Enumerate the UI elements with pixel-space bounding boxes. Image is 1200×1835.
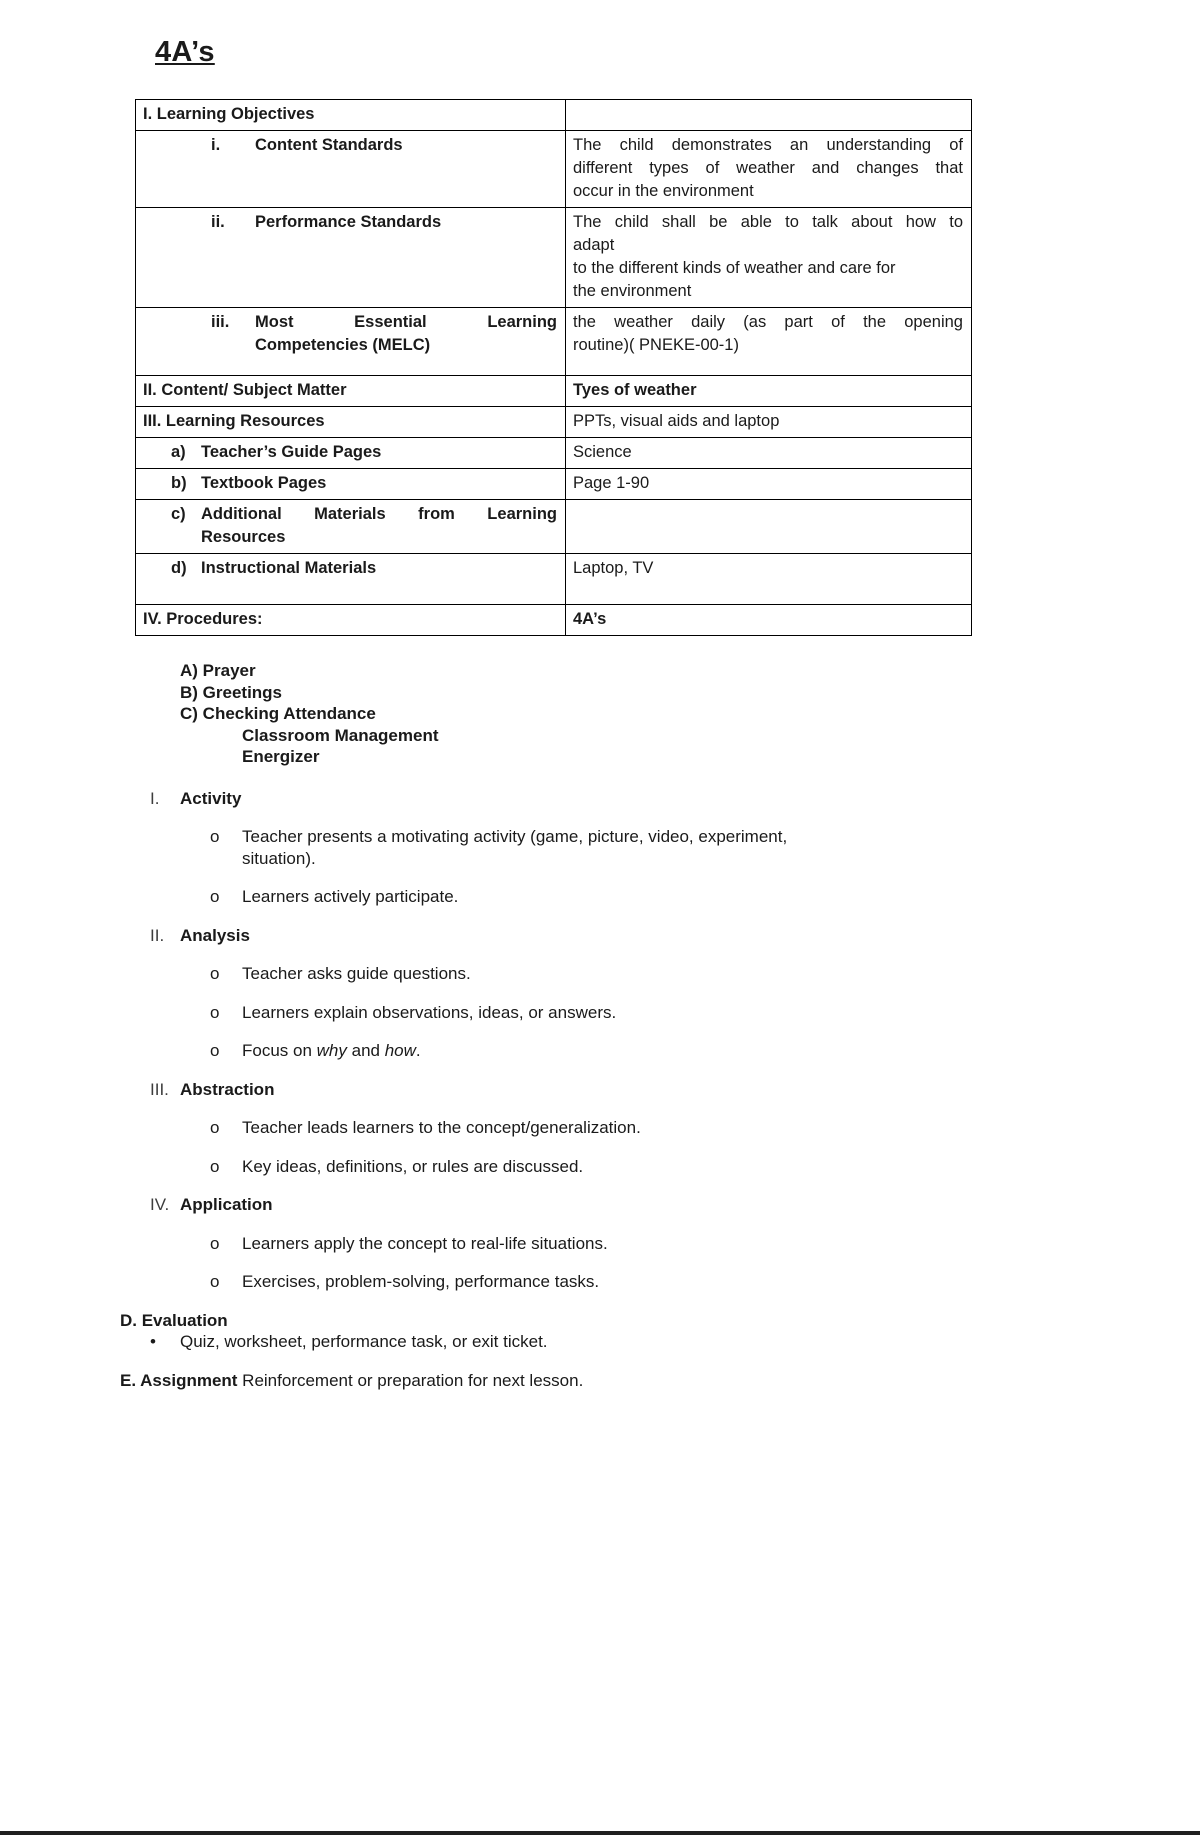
section-abstraction — [0, 1079, 1200, 1178]
performance-standards-numeral: ii. — [211, 213, 225, 231]
melc-numeral: iii. — [211, 313, 230, 331]
textbook-pages-item — [143, 472, 557, 495]
row-content-standards — [136, 131, 972, 208]
performance-standards-item — [143, 211, 557, 234]
melc-text — [255, 311, 557, 357]
textbook-pages-letter: b) — [171, 474, 187, 492]
cell-melc-label — [136, 308, 566, 376]
list-item — [0, 1002, 1200, 1024]
content-standards-value-line: different types of weather and changes that — [573, 159, 963, 177]
section-activity-numeral: I. — [150, 788, 160, 808]
section-application-heading — [0, 1194, 1200, 1216]
bullet-text: Teacher presents a motivating activity (game, picture, video, experiment, situation). — [242, 827, 788, 868]
routine-sublist — [0, 725, 1200, 768]
melc-value-line: routine)( PNEKE-00-1) — [573, 336, 739, 354]
routine-classroom-management: Classroom Management — [242, 725, 439, 745]
procedures-body — [0, 660, 1200, 1391]
row-learning-objectives — [136, 100, 972, 131]
bullet-text: Exercises, problem-solving, performance tasks. — [242, 1272, 600, 1291]
additional-materials-item — [143, 503, 557, 549]
evaluation-bullet-text: Quiz, worksheet, performance task, or exit ticket. — [180, 1332, 548, 1351]
performance-standards-value-line: The child shall be able to talk about how to — [573, 213, 963, 231]
cell-learning-resources-value: PPTs, visual aids and laptop — [566, 407, 972, 438]
cell-subject-matter-label: II. Content/ Subject Matter — [136, 376, 566, 407]
additional-materials-text-line: Additional Materials from Learning — [201, 505, 557, 523]
cell-guide-pages-label — [136, 438, 566, 469]
cell-instructional-materials-value: Laptop, TV — [566, 554, 972, 605]
section-activity-heading — [0, 788, 1200, 810]
routine-list — [0, 660, 1200, 725]
cell-guide-pages-value: Science — [566, 438, 972, 469]
bullet-marker: o — [210, 1156, 220, 1176]
section-analysis-title: Analysis — [180, 925, 250, 945]
instructional-materials-item — [143, 557, 557, 580]
row-subject-matter — [136, 376, 972, 407]
row-textbook-pages — [136, 469, 972, 500]
cell-additional-materials-label — [136, 500, 566, 554]
bullet-text: Teacher leads learners to the concept/generalization. — [242, 1118, 641, 1137]
section-evaluation — [0, 1310, 1200, 1353]
performance-standards-value-line: the environment — [573, 282, 692, 300]
fouras-sections — [0, 788, 1200, 1293]
section-analysis-numeral: II. — [150, 925, 165, 945]
textbook-pages-text: Textbook Pages — [201, 474, 327, 492]
page-bottom-edge — [0, 1831, 1200, 1835]
melc-text-line: Most Essential Learning — [255, 313, 557, 331]
cell-additional-materials-value — [566, 500, 972, 554]
content-standards-item — [143, 134, 557, 157]
cell-content-standards-label — [136, 131, 566, 208]
additional-materials-letter: c) — [171, 505, 186, 523]
section-activity-title: Activity — [180, 788, 242, 808]
bullet-marker: o — [210, 1233, 220, 1253]
evaluation-heading: D. Evaluation — [120, 1310, 228, 1330]
routine-greetings: B) Greetings — [180, 682, 283, 702]
list-item — [0, 1331, 1200, 1353]
focus-how: how — [384, 1041, 416, 1060]
cell-instructional-materials-label — [136, 554, 566, 605]
section-activity — [0, 788, 1200, 908]
section-application-title: Application — [180, 1195, 273, 1214]
section-application — [0, 1194, 1200, 1293]
bullet-text: Teacher asks guide questions. — [242, 964, 471, 983]
melc-text-line: Competencies (MELC) — [255, 336, 431, 354]
doc-title: 4A’s — [155, 36, 215, 68]
bullet-marker: o — [210, 1118, 220, 1137]
assignment-text: Reinforcement or preparation for next lesson. — [237, 1370, 584, 1390]
row-additional-materials — [136, 500, 972, 554]
cell-subject-matter-value: Tyes of weather — [566, 376, 972, 407]
performance-standards-value-line: to the different kinds of weather and care for — [573, 259, 896, 277]
section-abstraction-numeral: III. — [150, 1079, 169, 1099]
bullet-text: Learners explain observations, ideas, or answers. — [242, 1002, 617, 1022]
bullet-dot-marker: • — [150, 1332, 156, 1351]
cell-procedures-value: 4A’s — [566, 605, 972, 636]
list-item — [0, 1233, 1200, 1255]
content-standards-value-line: occur in the environment — [573, 182, 754, 200]
bullet-text-focus — [242, 1040, 421, 1062]
melc-item — [143, 311, 557, 357]
bullet-marker: o — [210, 827, 220, 846]
cell-learning-resources-label: III. Learning Resources — [136, 407, 566, 438]
row-melc — [136, 308, 972, 376]
routine-energizer: Energizer — [242, 747, 320, 766]
cell-melc-value — [566, 308, 972, 376]
performance-standards-value-line: adapt — [573, 236, 615, 254]
cell-textbook-pages-value: Page 1-90 — [566, 469, 972, 500]
content-standards-text: Content Standards — [255, 136, 403, 154]
instructional-materials-letter: d) — [171, 559, 187, 577]
bullet-marker: o — [210, 1002, 220, 1022]
routine-attendance: C) Checking Attendance — [180, 704, 376, 723]
section-analysis — [0, 925, 1200, 1062]
bullet-text: Learners actively participate. — [242, 887, 459, 906]
guide-pages-text: Teacher’s Guide Pages — [201, 443, 382, 461]
focus-why: why — [316, 1041, 347, 1060]
row-performance-standards — [136, 208, 972, 308]
cell-learning-objectives-label: I. Learning Objectives — [136, 100, 566, 131]
additional-materials-text — [201, 503, 557, 549]
lesson-plan-table — [135, 99, 972, 636]
row-instructional-materials — [136, 554, 972, 605]
section-application-numeral: IV. — [150, 1195, 170, 1214]
row-learning-resources — [136, 407, 972, 438]
section-abstraction-heading — [0, 1079, 1200, 1101]
focus-mid: and — [346, 1041, 385, 1060]
cell-performance-standards-label — [136, 208, 566, 308]
additional-materials-text-line: Resources — [201, 528, 286, 546]
bullet-marker: o — [210, 887, 220, 906]
list-item — [0, 826, 1200, 869]
focus-post: . — [415, 1041, 421, 1060]
list-item — [0, 1156, 1200, 1178]
assignment-heading: E. Assignment — [120, 1370, 238, 1390]
section-abstraction-title: Abstraction — [180, 1079, 275, 1099]
cell-textbook-pages-label — [136, 469, 566, 500]
list-item — [0, 1271, 1200, 1293]
bullet-marker: o — [210, 1272, 220, 1291]
performance-standards-text: Performance Standards — [255, 213, 442, 231]
routine-prayer: A) Prayer — [180, 661, 256, 680]
bullet-marker: o — [210, 964, 220, 983]
list-item — [0, 1117, 1200, 1139]
list-item — [0, 1040, 1200, 1062]
cell-performance-standards-value — [566, 208, 972, 308]
bullet-text: Key ideas, definitions, or rules are discussed. — [242, 1156, 584, 1176]
bullet-marker: o — [210, 1041, 220, 1060]
content-standards-numeral: i. — [211, 136, 221, 154]
cell-learning-objectives-value — [566, 100, 972, 131]
melc-value-line: the weather daily (as part of the opening — [573, 313, 963, 331]
guide-pages-letter: a) — [171, 443, 186, 461]
section-assignment — [0, 1370, 1200, 1392]
guide-pages-item — [143, 441, 557, 464]
list-item — [0, 886, 1200, 908]
row-guide-pages — [136, 438, 972, 469]
cell-content-standards-value — [566, 131, 972, 208]
focus-pre: Focus on — [242, 1041, 317, 1060]
content-standards-value-line: The child demonstrates an understanding of — [573, 136, 963, 154]
row-procedures — [136, 605, 972, 636]
cell-procedures-label: IV. Procedures: — [136, 605, 566, 636]
section-analysis-heading — [0, 925, 1200, 947]
instructional-materials-text: Instructional Materials — [201, 559, 377, 577]
list-item — [0, 963, 1200, 985]
bullet-text: Learners apply the concept to real-life situations. — [242, 1233, 608, 1253]
